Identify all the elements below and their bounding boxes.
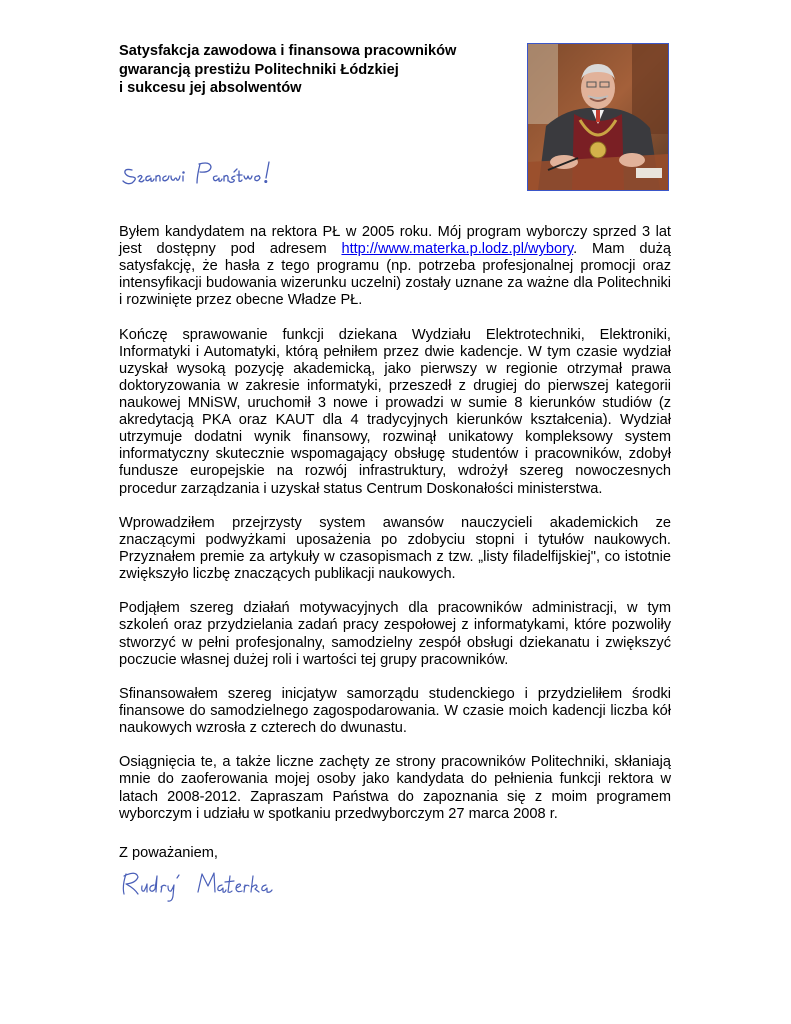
title-line-3: i sukcesu jej absolwentów bbox=[119, 80, 302, 96]
paragraph-2: Kończę sprawowanie funkcji dziekana Wydziału Elektrotechniki, Elektroniki, Informatyki i Automatyki, którą pełniłem przez dwie kadencje. W tym czasie wydział uzyskał wysoką pozycję akademicką, jako pierwszy w regionie otrzymał prawa doktoryzowania w zakresie informatyki, przeszedł z drugiej do pierwszej kategorii naukowej MNiSW, uruchomił 3 nowe i prowadzi w sumie 8 kierunków studiów (z akredytacją PKA oraz KAUT dla 4 tradycyjnych kierunków kształcenia). Wydział utrzymuje dodatni wynik finansowy, rozwinął unikatowy kompleksowy system informatyczny skutecznie wspomagający obsługę studentów i pracowników, zdobył fundusze europejskie na rozwój infrastruktury, wdrożył szereg nowoczesnych procedur zarządzania i uzyskał status Centrum Doskonałości ministerstwa. bbox=[119, 326, 671, 497]
greeting-handwriting-image bbox=[118, 150, 308, 192]
title-line-2: gwarancją prestiżu Politechniki Łódzkiej bbox=[119, 61, 399, 78]
title-line-1: Satysfakcja zawodowa i finansowa pracowników bbox=[119, 43, 457, 59]
program-link[interactable]: http://www.materka.p.lodz.pl/wybory bbox=[341, 241, 574, 258]
closing-phrase: Z poważaniem, bbox=[119, 845, 218, 861]
paragraph-1-text-after-link: . Mam dużą satysfakcję, że hasła z tego programu (np. potrzeba profesjonalnej promocji oraz intensyfikacji budowania wizerunku uczelni) zostały uznane za ważne dla Politechniki i rozwinięte przez obecne Władze PŁ. bbox=[119, 241, 671, 309]
handwritten-signature bbox=[118, 864, 278, 906]
greeting-handwriting bbox=[118, 150, 308, 192]
paragraph-1 bbox=[119, 224, 671, 309]
paragraph-5: Sfinansowałem szereg inicjatyw samorządu studenckiego i przydzieliłem środki finansowe do samodzielnego zagospodarowania. W czasie moich kadencji liczba kół naukowych wzrosła z czterech do dwunastu. bbox=[119, 685, 671, 737]
letter-title bbox=[119, 42, 509, 98]
paragraph-4: Podjąłem szereg działań motywacyjnych dla pracowników administracji, w tym szkoleń oraz przydzielania zadań pracy zespołowej z informatykami, które pozwoliły stworzyć w pełni profesjonalny, samodzielny zespół obsługi dziekanatu i zwiększyć poczucie własnej dużej roli i wartości tej grupy pracowników. bbox=[119, 600, 671, 668]
paragraph-3: Wprowadziłem przejrzysty system awansów nauczycieli akademickich ze znaczącymi podwyżkami uposażenia po zdobyciu stopni i tytułów naukowych. Przyznałem premie za artykuły w czasopismach z tzw. „listy filadelfijskiej", co istotnie zwiększyło liczbę znaczących publikacji naukowych. bbox=[119, 514, 671, 583]
paragraph-1-text-before-link: Byłem kandydatem na rektora PŁ w 2005 roku. Mój program wyborczy sprzed 3 lat jest dostępny pod adresem bbox=[119, 224, 671, 258]
paragraph-6: Osiągnięcia te, a także liczne zachęty ze strony pracowników Politechniki, skłaniają mnie do zaoferowania mojej osoby jako kandydata do pełnienia funkcji rektora w latach 2008-2012. Zapraszam Państwa do zapoznania się z moim programem wyborczym i udziału w spotkaniu przedwyborczym 27 marca 2008 r. bbox=[119, 754, 671, 822]
letter-body bbox=[119, 224, 671, 840]
signature-image bbox=[118, 864, 278, 906]
author-portrait-photo bbox=[527, 43, 669, 191]
portrait-illustration bbox=[528, 44, 668, 190]
